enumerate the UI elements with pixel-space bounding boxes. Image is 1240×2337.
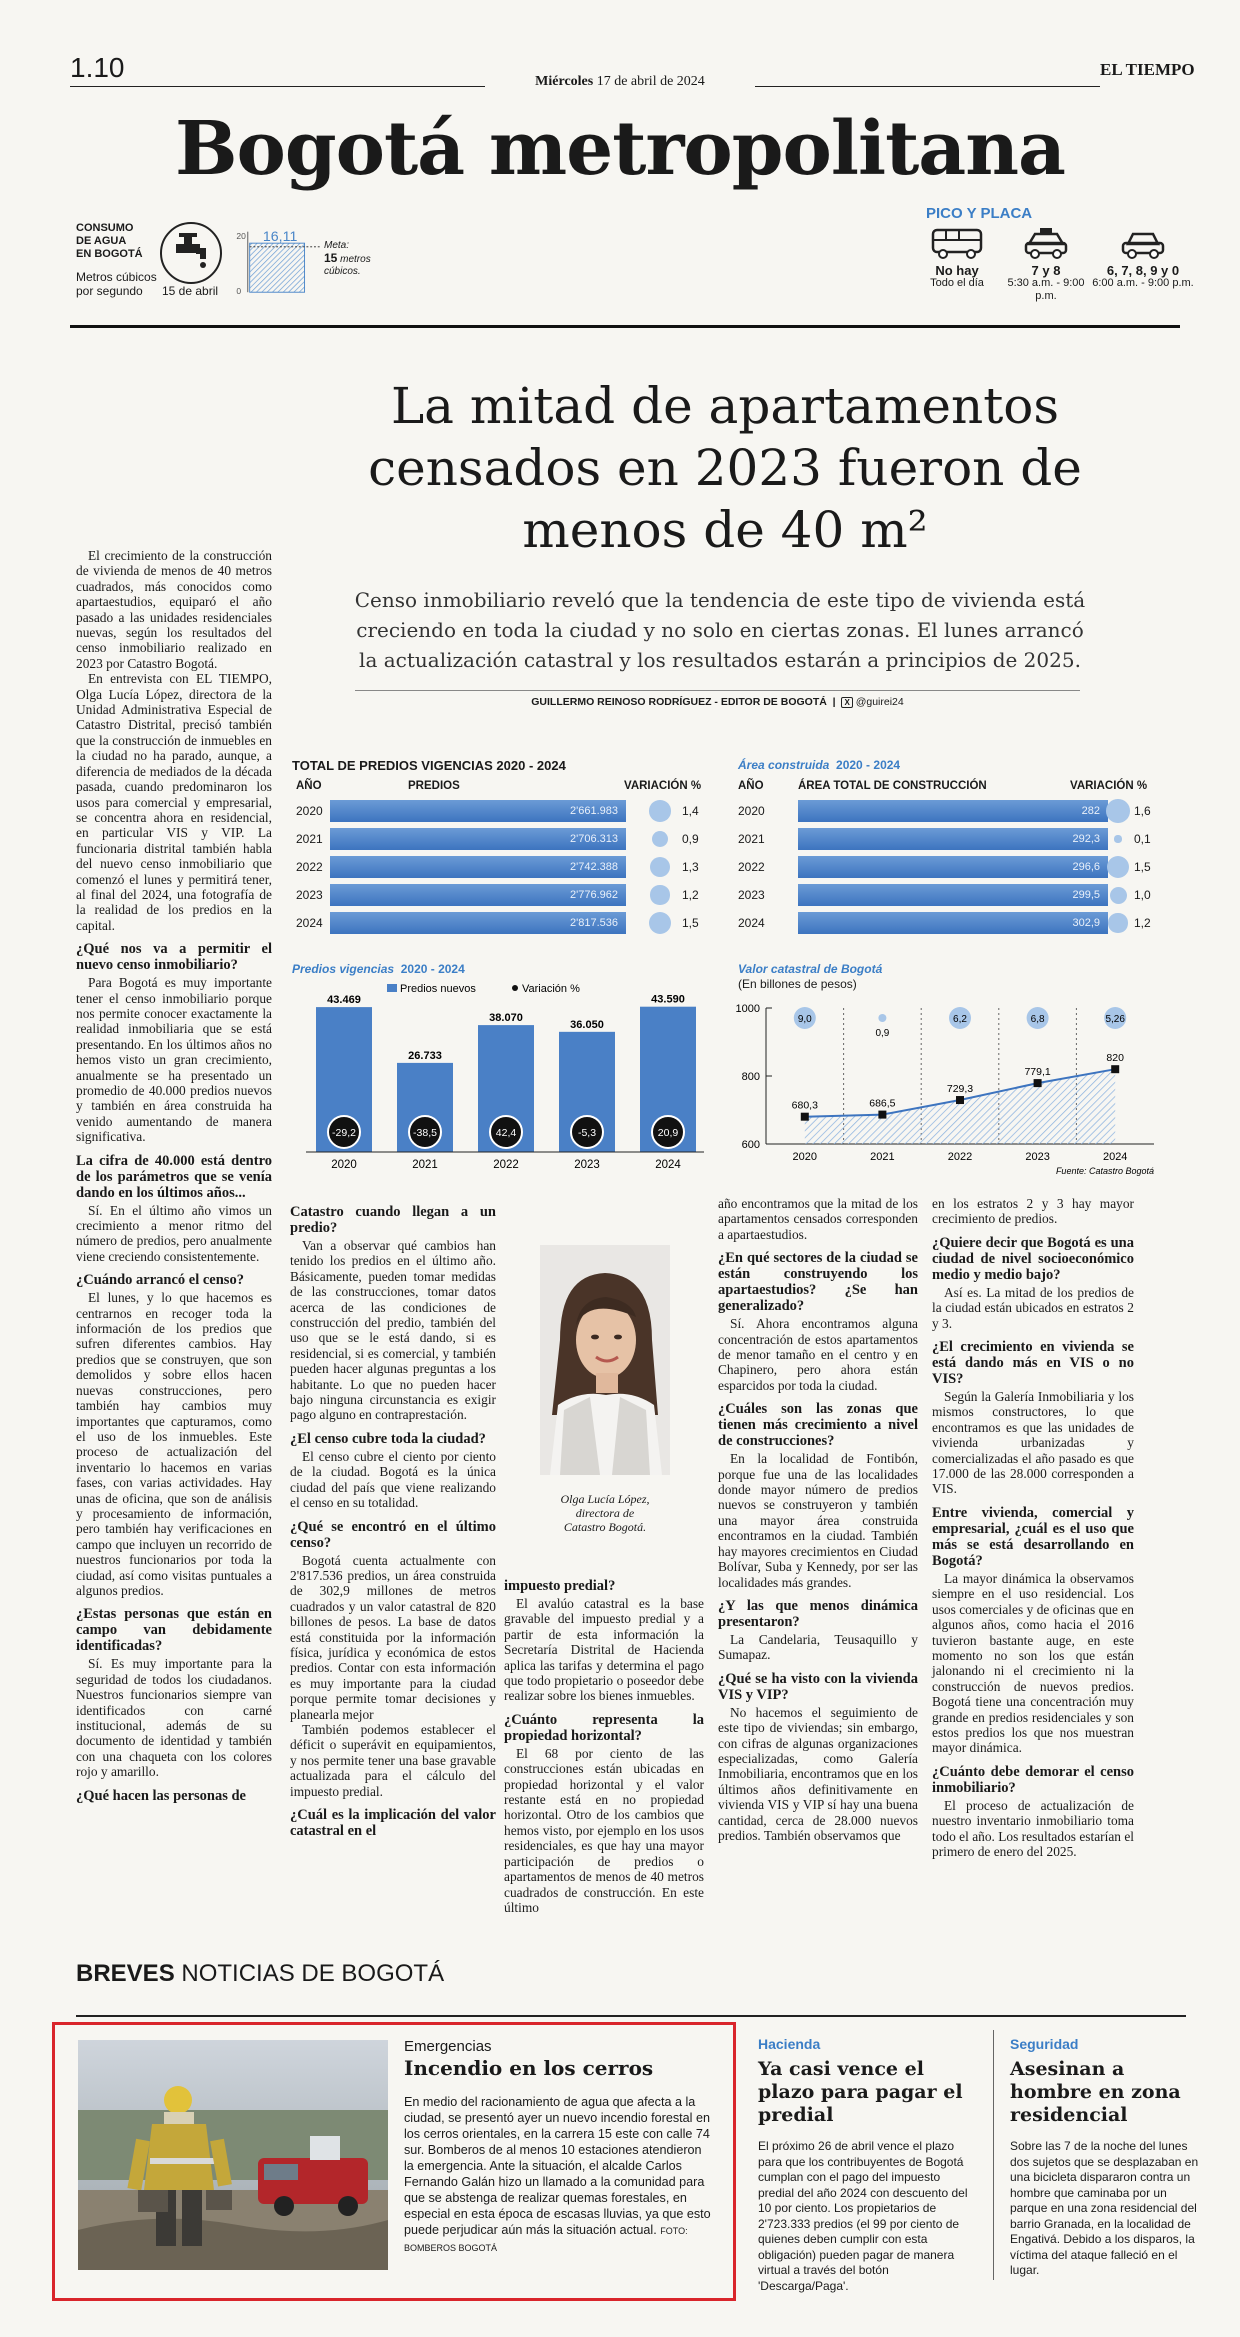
table-year: 2022 [738,860,765,874]
table-year: 2023 [738,888,765,902]
table-variation: 1,5 [682,916,699,930]
chart-source: Fuente: Catastro Bogotá [1055,1166,1154,1176]
article-column-1 [76,548,272,1806]
article-paragraph: año encontramos que la mitad de los apartamentos censados corresponden a apartaestudios. [718,1196,918,1242]
variation-dot [1108,913,1127,932]
pico-hours: 6:00 a.m. - 9:00 p.m. [1092,277,1194,289]
article-paragraph: La mayor dinámica la observamos siempre en el uso residencial. Los usos comerciales y de oficinas que en algunos años, como hacia el 2016 tuvieron bastante auge, en este momento no son los que están jalonando ni el crecimiento ni la construcción de nuevos predios. Bogotá tiene una concentración muy grande en predios residenciales y son estos predios los que nos muestran mayor dinámica. [932,1570,1134,1756]
byline: GUILLERMO REINOSO RODRÍGUEZ - EDITOR DE BOGOTÁ | X @guirei24 [531,696,904,708]
variation-dot [1106,799,1130,823]
variation-label: -29,2 [332,1127,356,1139]
predios-chart-title [292,962,465,976]
variation-dot [650,857,670,877]
article-paragraph: El avalúo catastral es la base gravable del impuesto predial y a partir de esta información la Secretaría Distrital de Hacienda aplica las tarifas y determina el pago que todo propietario o poseedor debe realizar sobre los bienes inmuebles. [504,1596,704,1704]
photo-credit: FOTO: BOMBEROS BOGOTÁ [404,2226,688,2253]
fire-photo [78,2040,388,2270]
table-variation: 1,3 [682,860,699,874]
interview-question: ¿Qué se ha visto con la vivienda VIS y VIP? [718,1670,918,1703]
interview-question: ¿Cuál es la implicación del valor catastral en el [290,1807,496,1839]
pico-plates: 6, 7, 8, 9 y 0 [1106,263,1180,278]
table-variation: 0,1 [1134,832,1151,846]
article-paragraph: Según la Galería Inmobiliaria y los mismos constructores, lo que encontramos es que las unidades de vivienda urbanizadas y comercializadas el año pasado es que 17.000 de las 28.000 corresponden a VIS. [932,1389,1134,1497]
table-bar: 2'661.983 [330,800,626,822]
x-tick: 2020 [331,1159,357,1171]
predios-th-value: PREDIOS [408,780,460,792]
table-variation: 1,6 [1134,804,1151,818]
variation-label: 20,9 [657,1127,679,1139]
article-paragraph: El proceso de actualización de nuestro inventario inmobiliario toma todo el año. Los resultados estarían el primero de enero del 2025. [932,1797,1134,1859]
meta-value: 15 [324,251,338,265]
table-year: 2022 [296,860,323,874]
interview-question: ¿El crecimiento en vivienda se está dando más en VIS o no VIS? [932,1339,1134,1388]
date-line [0,74,1240,90]
article-paragraph: La Candelaria, Teusaquillo y Sumapaz. [718,1631,918,1663]
byline-author: GUILLERMO REINOSO RODRÍGUEZ - EDITOR DE BOGOTÁ [531,696,827,708]
bar-label: 36.050 [570,1018,604,1031]
table-variation: 0,9 [682,832,699,846]
area-table-title [738,758,900,772]
area-th-var: VARIACIÓN % [1070,780,1148,792]
meta-unit: metros [340,254,371,265]
gauge-fill [250,243,305,292]
x-tick: 2020 [792,1151,818,1163]
article-column-4 [718,1196,918,1843]
valor-chart-title [738,962,882,976]
interview-question: impuesto predial? [504,1578,616,1594]
table-year: 2020 [738,804,765,818]
legend-marker [512,985,518,991]
table-year: 2021 [738,832,765,846]
table-bar: 296,6 [798,856,1108,878]
interview-question: ¿Cuánto debe demorar el censo inmobiliario? [932,1763,1134,1796]
article-column-3 [504,1570,704,1915]
taxi-icon [1023,226,1069,260]
deck-rule [355,690,1080,691]
variation-label: -38,5 [413,1127,437,1139]
water-title-line: CONSUMO [76,222,134,234]
caption-line: Catastro Bogotá. [563,1520,647,1534]
data-label: 779,1 [1024,1066,1051,1079]
table-bar: 2'742.388 [330,856,626,878]
x-tick: 2021 [870,1151,895,1163]
predios-chart-years: 2020 - 2024 [400,962,465,976]
predios-bar-chart [292,980,712,1175]
y-tick: 1000 [735,1003,760,1015]
breves-label-text: NOTICIAS DE BOGOTÁ [181,1960,445,1987]
portrait-photo [540,1245,670,1475]
data-point [878,1111,886,1119]
variation-circle [878,1014,886,1022]
x-tick: 2022 [493,1159,519,1171]
predios-th-var: VARIACIÓN % [624,780,702,792]
section-title: Bogotá metropolitana [174,106,1065,192]
variation-dot [649,800,670,821]
interview-question: ¿El censo cubre toda la ciudad? [290,1430,486,1447]
article-paragraph: Bogotá cuenta actualmente con 2'817.536 predios, un área construida de 302,9 millones de metros cuadrados y un valor catastral de 820 billones de pesos. La base de datos está constituida por la información física, jurídica y económica de estos predios. Contar con esta información es muy importante para la ciudad porque permite tomar decisiones y planearla mejor [290,1552,496,1722]
variation-label: 42,4 [495,1127,517,1139]
article-column-5 [932,1196,1134,1859]
bar-label: 26.733 [408,1049,442,1062]
pico-hours: 5:30 a.m. - 9:00 p.m. [1007,277,1085,302]
article-deck: Censo inmobiliario reveló que la tendencia de este tipo de vivienda está creciendo en toda la ciudad y no solo en ciertas zonas. El lunes arrancó la actualización catastral y los resultados estarán a principios de 2025. [354,588,1086,672]
variation-dot [1114,835,1121,842]
table-year: 2023 [296,888,323,902]
article-paragraph: El lunes, y lo que hacemos es centrarnos en recoger toda la información de los predios que sufren diferentes cambios. Hay predios que se construyen, que son demolidos y sobre ellos hacen nuevas construcciones, pero también hay cambios muy importantes que capturamos, como el uso de los inmuebles. Este proceso de actualización del inventario lo hacemos en varias fases, con varias actividades. Hay unas de oficina, que son de análisis y procesamiento de información, pero también hay verificaciones en campo que incluyen un recorrido de nuestros funcionarios por toda la ciudad, así como visitas puntuales a algunos predios. [76,1290,272,1598]
water-gauge [234,226,324,296]
article-paragraph: También podemos establecer el déficit o superávit en equipamientos, y nos permite tener una base gravable actualizada para el cálculo del impuesto predial. [290,1721,496,1799]
article-headline: La mitad de apartamentos censados en 2023 fueron de menos de 40 m² [368,377,1082,559]
interview-question: ¿Cuándo arrancó el censo? [76,1272,244,1289]
area-title-years: 2020 - 2024 [836,758,901,772]
photo-caption [520,1492,690,1534]
breve-kicker: Seguridad [1010,2036,1079,2052]
pico-item-taxi [996,226,1096,303]
article-column-2 [290,1196,496,1841]
legend-label: Variación % [522,983,580,995]
table-variation: 1,2 [1134,916,1151,930]
article-paragraph: Para Bogotá es muy importante tener el censo inmobiliario porque nos permite conocer exactamente la realidad inmobiliaria que se está presentando. En los últimos años no hemos visto un gran crecimiento, anualmente se ha presentado un promedio de 40.000 predios nuevos y también en área construida ha venido aumentando de manera significativa. [76,975,272,1145]
breve-headline: Ya casi vence el plazo para pagar el predial [758,2058,963,2126]
predios-table-title: TOTAL DE PREDIOS VIGENCIAS 2020 - 2024 [292,758,566,773]
interview-question: ¿Cuánto representa la propiedad horizontal? [504,1711,704,1744]
breve-body: El próximo 26 de abril vence el plazo para que los contribuyentes de Bogotá cumplan con el pago del impuesto predial del año 2024 con descuento del 10 por ciento. Los propietarios de 2'723.333 predios (el 99 por ciento de quienes deben cumplir con esta obligación) pueden pagar de manera virtual a través del botón 'Descarga/Paga'. [758,2139,968,2293]
interview-question: Catastro cuando llegan a un predio? [290,1204,496,1236]
article-paragraph: En entrevista con EL TIEMPO, Olga Lucía López, directora de la Unidad Administrativa Especial de Catastro Distrital, precisó también que la construcción de inmuebles en la ciudad no ha parado, aunque, a diferencia de mediados de la década pasada, cuando predominaron los usos para comercial y empresarial, se concentra ahora en residencial, en particular VIS y VIP. La funcionaria distrital también habla del nuevo censo inmobiliario que comenzó el lunes y permitirá tener, al final del 2024, una fotografía de la realidad de los predios en la capital. [76,671,272,933]
bus-icon [930,226,984,260]
legend-label: Predios nuevos [400,983,476,995]
x-tick: 2024 [655,1159,681,1171]
y-tick: 800 [741,1071,760,1083]
breve-body: Sobre las 7 de la noche del lunes dos sujetos que se desplazaban en una bicicleta dispararon contra un hombre que caminaba por un parque en una zona residencial del barrio Granada, en la localidad de Engativá. Debido a los disparos, la víctima del ataque falleció en el lugar. [1010,2139,1199,2277]
x-tick: 2023 [1025,1151,1050,1163]
x-tick: 2024 [1102,1151,1128,1163]
breve-1 [404,2038,714,2256]
weekday: Miércoles [535,74,594,89]
variation-label: -5,3 [577,1127,597,1139]
article-paragraph: El 68 por ciento de las construcciones están ubicadas en propiedad horizontal y el valor restante está en no propiedad horizontal. Otro de los cambios que hemos visto, por ejemplo en los usos residenciales, es que hay una mayor participación de predios o apartamentos de menos de 40 metros cuadrados de construcción. En este último [504,1745,704,1915]
water-title-line: EN BOGOTÁ [76,248,143,260]
water-value: 16,11 [262,229,298,246]
water-title [76,222,143,261]
table-year: 2020 [296,804,323,818]
valor-line-chart [722,994,1162,1180]
legend-swatch [387,984,397,992]
breve-kicker: Emergencias [404,2038,492,2055]
article-paragraph: El crecimiento de la construcción de vivienda de menos de 40 metros cuadrados, más conocidos como apartaestudios, equiparó el año pasado a las unidades residenciales nuevas, según los resultados del censo inmobiliario realizado en 2023 por Catastro Bogotá. [76,548,272,671]
table-year: 2024 [738,916,765,930]
bar-label: 43.469 [327,994,361,1007]
table-bar: 299,5 [798,884,1108,906]
x-icon: X [841,697,852,708]
gauge-axis-top: 20 [236,231,246,242]
faucet-icon [160,222,222,284]
breves-label-bold: BREVES [76,1960,175,1987]
water-meta [324,240,371,278]
interview-question: ¿Quiere decir que Bogotá es una ciudad de nivel socioeconómico medio y medio bajo? [932,1234,1134,1283]
meta-value-line [324,252,371,266]
valor-chart-title-text: Valor catastral de Bogotá [738,962,883,976]
data-point [956,1096,964,1104]
pico-item-bus [922,226,992,290]
breve-2 [758,2036,978,2294]
pico-item-car [1088,226,1198,290]
table-variation: 1,0 [1134,888,1151,902]
bar-label: 38.070 [489,1012,523,1025]
variation-dot [1110,887,1127,904]
data-point [1034,1079,1042,1087]
variation-dot [649,912,672,935]
breve-headline: Incendio en los cerros [404,2056,654,2080]
interview-question: La cifra de 40.000 está dentro de los parámetros que se venía dando en los últimos años... [76,1152,272,1201]
article-paragraph: en los estratos 2 y 3 hay mayor crecimiento de predios. [932,1196,1134,1227]
data-label: 820 [1106,1052,1124,1065]
breves-rule [76,2015,1186,2017]
breve-body-text: En medio del racionamiento de agua que afecta a la ciudad, se presentó ayer un nuevo incendio forestal en los cerros orientales, en la carrera 15 este con calle 74 sur. Bomberos de al menos 10 estaciones atendieron la emergencia. Ante la situación, el alcalde Carlos Fernando Galán hizo un llamado a la comunidad para que se abstenga de realizar quemas forestales, en especial en esta época de escasas lluvias, ya que esto puede perjudicar aún más la situación actual. [404,2095,711,2237]
variation-dot [1107,856,1130,879]
table-bar: 292,3 [798,828,1108,850]
article-paragraph: El censo cubre el ciento por ciento de la ciudad. Bogotá es la única ciudad del país que viene realizando el censo en su totalidad. [290,1448,496,1511]
data-label: 680,3 [791,1099,818,1112]
predios-th-year: AÑO [296,780,322,792]
table-bar: 2'776.962 [330,884,626,906]
x-tick: 2023 [574,1159,600,1171]
breve-3 [1010,2036,1200,2279]
x-tick: 2022 [947,1151,973,1163]
pico-hours: Todo el día [930,277,984,289]
breves-label [76,1960,444,1988]
data-point [801,1113,809,1121]
author-handle: @guirei24 [855,696,904,708]
date: 17 de abril de 2024 [596,74,705,89]
table-variation: 1,5 [1134,860,1151,874]
y-tick: 600 [741,1139,760,1151]
data-label: 729,3 [946,1083,974,1096]
water-unit-line: por segundo [76,284,143,298]
water-unit [76,270,157,298]
article-paragraph: No hacemos el seguimiento de este tipo de viviendas; sin embargo, con cifras de algunas organizaciones especializadas, como Galería Inmobiliaria, encontramos que en los últimos años definitivamente en vivienda VIS y VIP sí hay una buena cantidad, cerca de 28.000 nuevos predios. También observamos que [718,1704,918,1843]
predios-chart-title-text: Predios vigencias [292,962,395,976]
table-year: 2021 [296,832,323,846]
x-tick: 2021 [412,1159,438,1171]
breve-divider [993,2030,994,2280]
interview-question: ¿En qué sectores de la ciudad se están construyendo los apartaestudios? ¿Se han generalizado? [718,1250,918,1315]
area-title: Área construida [738,758,830,772]
data-point [1111,1065,1119,1073]
water-title-line: DE AGUA [76,235,127,247]
article-paragraph: Sí. Ahora encontramos alguna concentración de estos apartamentos de menor tamaño en el centro y en Chapinero, pero ahora están esparcidos por toda la ciudad. [718,1316,918,1393]
interview-question: ¿Qué nos va a permitir el nuevo censo inmobiliario? [76,941,272,974]
table-bar: 302,9 [798,912,1108,934]
pico-plates: 7 y 8 [1031,263,1061,278]
variation-label: 9,0 [797,1014,812,1025]
article-paragraph: Así es. La mitad de los predios de la ciudad están ubicados en estratos 2 y 3. [932,1284,1134,1331]
area-th-value: ÁREA TOTAL DE CONSTRUCCIÓN [798,780,987,792]
caption-line: directora de [575,1506,635,1520]
variation-label: 6,8 [1030,1014,1045,1025]
article-paragraph: Van a observar qué cambios han tenido los predios en el último año. Básicamente, pueden tomar medidas de las construcciones, tomar datos acerca de las condiciones de construcción del predio, también del uso que se le está dando, si es residencial, si es comercial, y también pueden hacer algunas preguntas a los habitante. Lo que no pueden hacer bajo ninguna circunstancia es exigir pago alguno en contraprestación. [290,1238,496,1423]
car-icon [1120,226,1166,260]
table-bar: 282 [798,800,1108,822]
interview-question: ¿Y las que menos dinámica presentaron? [718,1597,918,1630]
table-bar: 2'817.536 [330,912,626,934]
breve-kicker: Hacienda [758,2036,821,2052]
table-variation: 1,2 [682,888,699,902]
interview-question: ¿Qué hacen las personas de [76,1787,246,1804]
table-year: 2024 [296,916,323,930]
meta-label: Meta: [324,240,350,251]
article-paragraph: Sí. Es muy importante para la seguridad de todos los ciudadanos. Nuestros funcionarios siempre van identificados con carné institucional, además de su documento de identidad y también con una chaqueta con los colores rojo y amarillo. [76,1656,272,1780]
data-label: 686,5 [869,1097,896,1110]
interview-question: ¿Qué se encontró en el último censo? [290,1518,496,1551]
water-unit-line: Metros cúbicos [76,270,157,284]
paper-name: EL TIEMPO [1100,60,1195,79]
article-paragraph: Sí. En el último año vimos un crecimiento a menor ritmo del número de predios, pero anualmente viene creciendo consistentemente. [76,1202,272,1264]
interview-question: Entre vivienda, comercial y empresarial, ¿cuál es el uso que más se está desarrollando en Bogotá? [932,1504,1134,1569]
variation-label: 5,26 [1105,1014,1125,1025]
breve-headline: Asesinan a hombre en zona residencial [1010,2058,1181,2126]
gauge-axis-zero: 0 [236,286,242,296]
variation-dot [652,831,668,847]
pico-placa-title: PICO Y PLACA [926,205,1033,222]
interview-question: ¿Estas personas que están en campo van debidamente identificadas? [76,1606,272,1655]
table-variation: 1,4 [682,804,699,818]
breve-body [404,2094,714,2256]
pico-plates: No hay [935,263,979,278]
variation-dot [650,885,669,904]
table-bar: 2'706.313 [330,828,626,850]
caption-line: Olga Lucía López, [560,1492,650,1506]
variation-label: 0,9 [875,1028,890,1039]
valor-chart-subtitle: (En billones de pesos) [738,977,857,991]
header-rule [70,325,1180,328]
line-area [805,1069,1115,1144]
variation-label: 6,2 [953,1014,967,1025]
bar-label: 43.590 [651,993,685,1006]
interview-question: ¿Cuáles son las zonas que tienen más crecimiento a nivel de construcciones? [718,1401,918,1450]
area-th-year: AÑO [738,780,764,792]
water-date: 15 de abril [162,284,219,298]
meta-unit: cúbicos. [324,266,361,277]
article-paragraph: En la localidad de Fontibón, porque fue una de las localidades donde mayor número de predios nuevos se construyeron y también una mayor área construida encontramos en la ciudad. También hay mayores crecimientos en Ciudad Bolívar, Suba y Kennedy, por ser las localidades más grandes. [718,1451,918,1590]
page-number: 1.10 [70,52,125,83]
